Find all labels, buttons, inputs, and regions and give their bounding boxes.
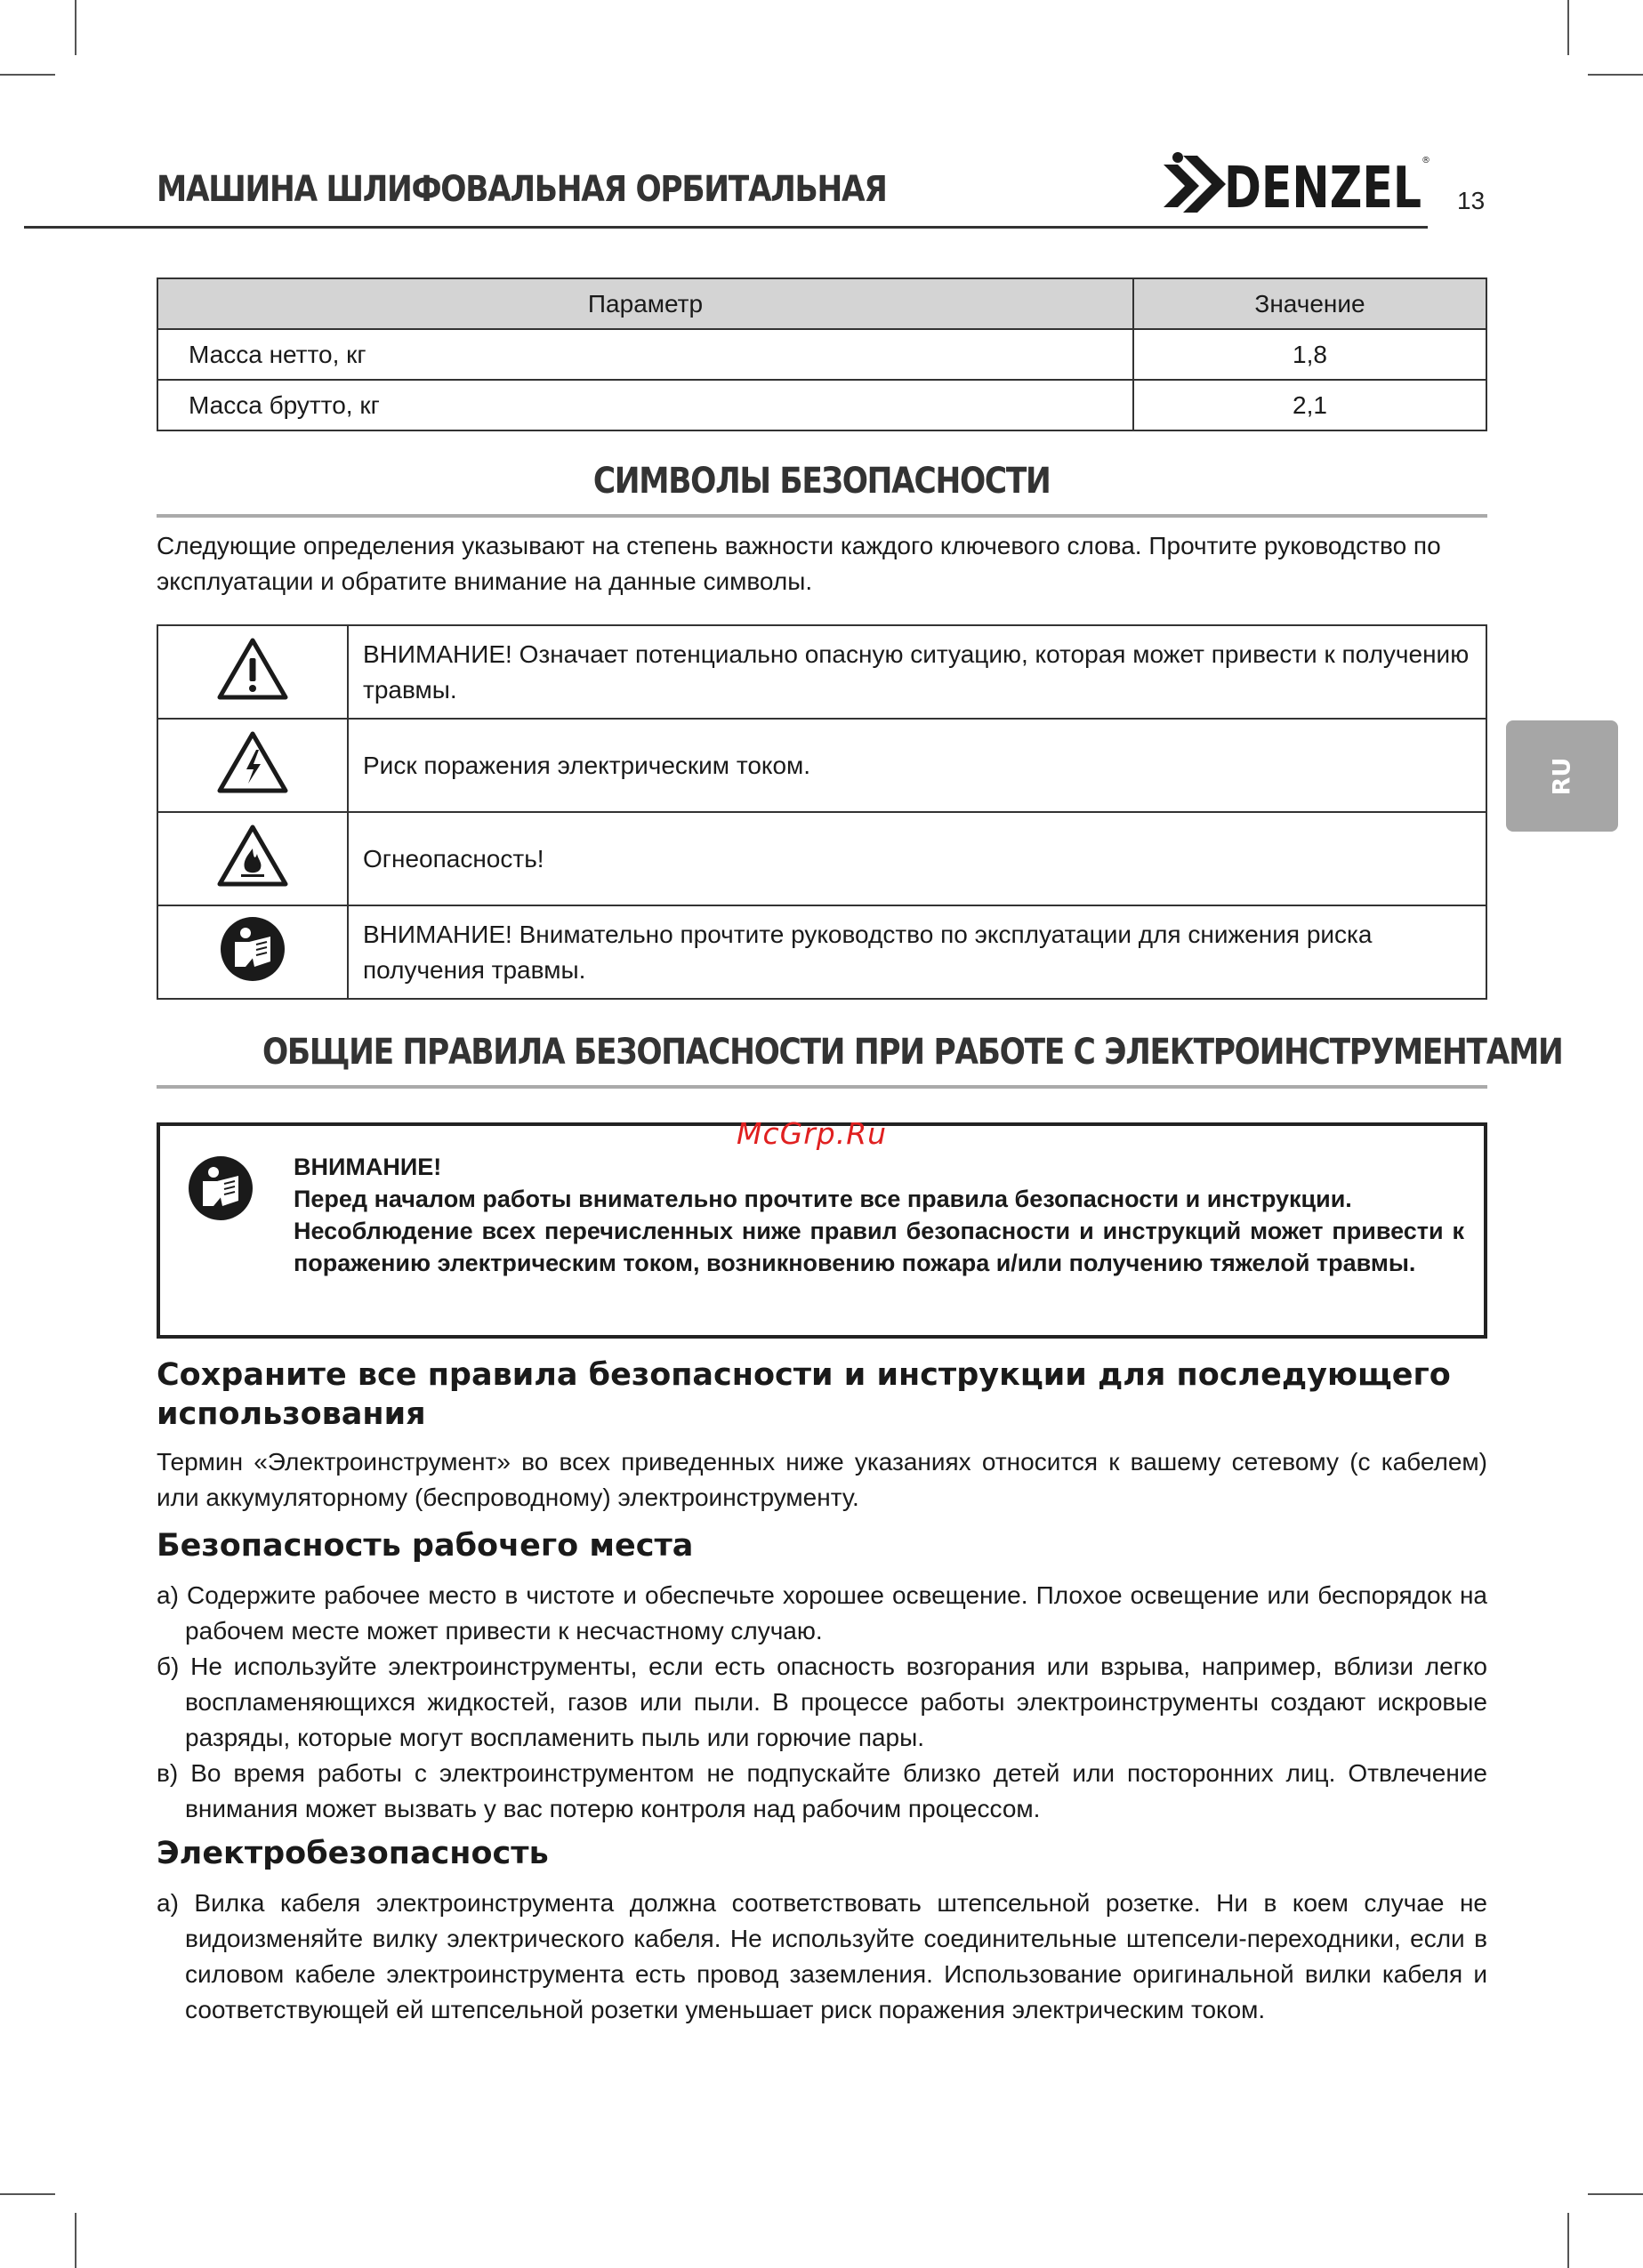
table-cell-param: Масса нетто, кг: [157, 329, 1133, 380]
list-item: б) Не используйте электроинструменты, если есть опасность возгорания или взрыва, например, вблизи легко воспламеняющихся жидкостей, газов или пыли. В процессе работы электроинструменты создают искровые разряды, которые могут воспламенить пыль или горючие пары.: [157, 1653, 1487, 1751]
watermark: McGrp.Ru: [737, 1116, 888, 1151]
crop-mark: [1588, 2193, 1643, 2195]
crop-mark: [1567, 2213, 1569, 2268]
subsection-heading: Электробезопасность: [157, 1836, 549, 1871]
table-header-row: [157, 278, 1486, 329]
language-tab-label: RU: [1548, 757, 1576, 795]
brand-name: DENZEL: [1224, 156, 1422, 221]
read-manual-icon: [219, 915, 286, 983]
section-heading-text: СИМВОЛЫ БЕЗОПАСНОСТИ: [593, 461, 1051, 502]
symbol-cell: [157, 905, 348, 999]
read-manual-icon: [187, 1154, 254, 1222]
warning-triangle-icon: [216, 637, 289, 701]
symbol-description: ВНИМАНИЕ! Внимательно прочтите руководство по эксплуатации для снижения риска получения травмы.: [348, 905, 1486, 999]
electric-shock-icon: [216, 730, 289, 794]
intro-paragraph: Следующие определения указывают на степень важности каждого ключевого слова. Прочтите руководство по эксплуатации и обратите внимание на данные символы.: [157, 532, 1441, 595]
column-header: Значение: [1133, 278, 1486, 329]
table-cell-param: Масса брутто, кг: [157, 380, 1133, 430]
symbol-description: Огнеопасность!: [348, 812, 1486, 905]
symbol-description: Риск поражения электрическим током.: [348, 719, 1486, 812]
section-heading: [157, 461, 1487, 502]
symbol-description: ВНИМАНИЕ! Означает потенциально опасную ситуацию, которая может привести к получению травмы.: [348, 625, 1486, 719]
warning-line: Перед началом работы внимательно прочтите все правила безопасности и инструкции.: [294, 1186, 1352, 1212]
language-tab: [1506, 720, 1618, 832]
list-item: в) Во время работы с электроинструментом не подпускайте близко детей или посторонних лиц. Отвлечение внимания может вызвать у вас потерю контроля над рабочим процессом.: [157, 1759, 1487, 1822]
fire-hazard-icon: [216, 824, 289, 888]
svg-text:®: ®: [1422, 156, 1430, 165]
list-item: а) Содержите рабочее место в чистоте и обеспечьте хорошее освещение. Плохое освещение или беспорядок на рабочем месте может привести к несчастному случаю.: [157, 1581, 1487, 1645]
crop-mark: [1567, 0, 1569, 55]
table-row: [157, 812, 1486, 905]
warning-line: Несоблюдение всех перечисленных ниже правил безопасности и инструкций может привести к поражению электрическим током, возникновению пожара и/или получению тяжелой травмы.: [294, 1218, 1464, 1276]
column-header: Параметр: [157, 278, 1133, 329]
crop-mark: [1588, 74, 1643, 76]
page-title: МАШИНА ШЛИФОВАЛЬНАЯ ОРБИТАЛЬНАЯ: [157, 169, 887, 210]
symbol-cell: [157, 625, 348, 719]
table-cell-value: 2,1: [1133, 380, 1486, 430]
subsection-heading: Сохраните все правила безопасности и инструкции для последующего использования: [157, 1357, 1451, 1432]
crop-mark: [75, 2213, 77, 2268]
list-item: а) Вилка кабеля электроинструмента должна соответствовать штепсельной розетке. Ни в коем случае не видоизменяйте вилку электрического кабеля. Не используйте соединительные штепсели-переходники, если в силовом кабеле электроинструмента есть провод заземления. Использование оригинальной вилки кабеля и соответствующей ей штепсельной розетки уменьшает риск поражения электрическим током.: [157, 1889, 1487, 2023]
page-number: 13: [1457, 187, 1486, 214]
table-row: [157, 719, 1486, 812]
warning-text: [294, 1151, 1464, 1279]
warning-box: [157, 1122, 1487, 1339]
symbol-cell: [157, 719, 348, 812]
subsection-heading: Безопасность рабочего места: [157, 1528, 694, 1564]
table-row: [157, 329, 1486, 380]
crop-mark: [75, 0, 77, 55]
section-heading: [157, 1032, 1563, 1073]
spec-table: [157, 277, 1487, 431]
warning-title: ВНИМАНИЕ!: [294, 1154, 442, 1180]
table-cell-value: 1,8: [1133, 329, 1486, 380]
crop-mark: [0, 74, 55, 76]
section-heading-text: ОБЩИЕ ПРАВИЛА БЕЗОПАСНОСТИ ПРИ РАБОТЕ С ЭЛЕКТРОИНСТРУМЕНТАМИ: [262, 1032, 1563, 1073]
paragraph: Термин «Электроинструмент» во всех приведенных ниже указаниях относится к вашему сетевому (с кабелем) или аккумуляторному (беспроводному) электроинструменту.: [157, 1448, 1487, 1511]
header-divider: [24, 226, 1428, 229]
crop-mark: [0, 2193, 55, 2195]
symbol-cell: [157, 812, 348, 905]
table-row: [157, 905, 1486, 999]
table-row: [157, 380, 1486, 430]
section-divider: [157, 514, 1487, 518]
table-row: [157, 625, 1486, 719]
symbols-table: [157, 624, 1487, 1000]
section-divider: [157, 1085, 1487, 1089]
brand-logo: [1164, 145, 1430, 221]
